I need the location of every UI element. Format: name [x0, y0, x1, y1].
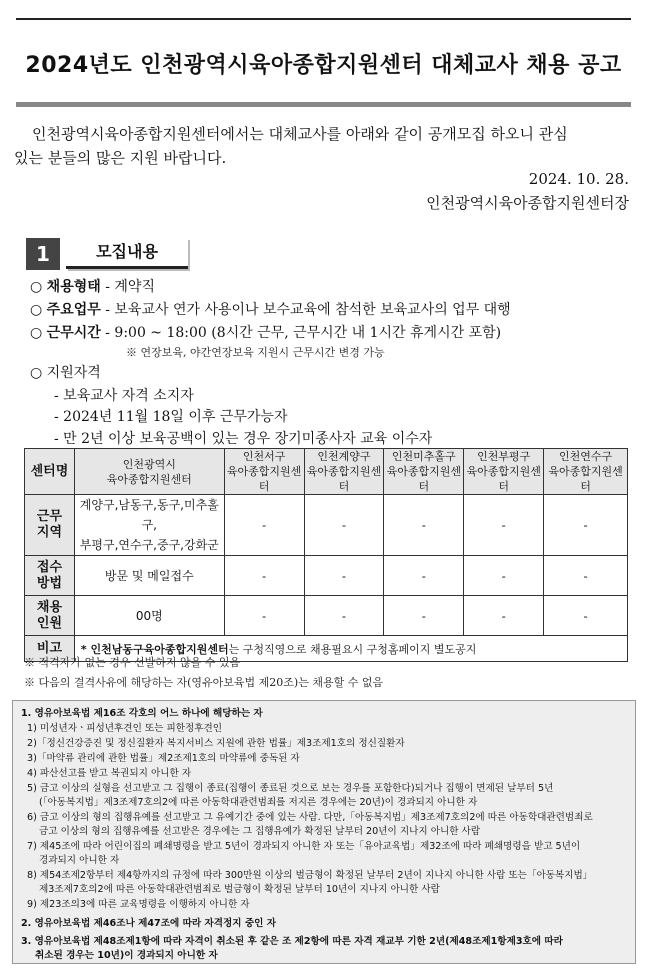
table-cell: - — [224, 495, 304, 556]
table-cell: - — [224, 596, 304, 636]
remark-bold: * 인천남동구육아종합지원센터 — [80, 642, 229, 656]
center-name: 육아종합지원센터 — [466, 465, 541, 493]
item-text: - 계약직 — [100, 279, 155, 295]
center-name: 육아종합지원센터 — [306, 465, 382, 493]
center-name: 인천계양구 — [317, 450, 371, 463]
table-cell: - — [384, 556, 464, 596]
qualification-3: - 만 2년 이상 보육공백이 있는 경우 장기미종사자 교육 이수자 — [54, 431, 433, 447]
item-label: 주요업무 — [46, 302, 101, 318]
item-main-duty — [30, 299, 511, 319]
item-label: 근무시간 — [46, 325, 101, 341]
table-cell: - — [304, 596, 384, 636]
disqual-heading-3-cont: 취소된 경우는 10년)이 경과되지 아니한 자 — [35, 950, 218, 961]
row-header — [25, 556, 75, 596]
item-text: - 보육교사 연가 사용이나 보수교육에 참석한 보육교사의 업무 대행 — [100, 302, 511, 318]
bullet: ○ — [30, 279, 43, 295]
row-header-text: 인원 — [36, 615, 63, 631]
disqual-item: 3)「마약류 관리에 관한 법률」제2조제1호의 마약류에 중독된 자 — [27, 753, 300, 764]
disqual-heading-3: 3. 영유아보육법 제48조제1항에 따라 자격이 취소된 후 같은 조 제2항에 따른 자격 재교부 기한 2년(제48조제1항제3호에 따라 — [21, 936, 563, 947]
center-header — [464, 449, 544, 495]
cell-text: 계양구,남동구,동구,미추홀구, — [79, 498, 219, 532]
disqual-item-cont: 경과되지 아니한 자 — [39, 855, 120, 866]
table-cell: - — [384, 495, 464, 556]
table-row — [25, 556, 628, 596]
intro-paragraph — [14, 122, 632, 170]
disqual-item-cont: 제3조제7호의2에 따른 아동학대관련범죄로 벌금형이 확정된 날부터 10년이 지나지 아니한 사람 — [39, 884, 440, 895]
table-cell: 00명 — [74, 596, 224, 636]
item-text: - 9:00 ~ 18:00 (8시간 근무, 근무시간 내 1시간 휴게시간 포함) — [100, 325, 502, 341]
disqualification-box — [12, 700, 636, 964]
table-header-row — [25, 449, 628, 495]
table-cell: - — [304, 556, 384, 596]
item-label: 채용형태 — [46, 279, 101, 295]
center-header — [224, 449, 304, 495]
corner-cell: 센터명 — [25, 449, 75, 495]
center-name: 육아종합지원센터 — [106, 472, 192, 486]
center-name: 육아종합지원센터 — [226, 465, 302, 493]
row-header-text: 채용 — [36, 599, 63, 615]
notice-date: 2024. 10. 28. — [528, 170, 629, 188]
table-cell: - — [384, 596, 464, 636]
table-cell: - — [464, 556, 544, 596]
center-header — [384, 449, 464, 495]
qualification-2: - 2024년 11월 18일 이후 근무가능자 — [54, 409, 288, 425]
title-top-rule — [16, 18, 631, 20]
recruitment-table — [24, 448, 628, 662]
center-name: 육아종합지원센터 — [548, 465, 623, 493]
intro-line-1: 인천광역시육아종합지원센터에서는 대체교사를 아래와 같이 공개모집 하오니 관심 — [32, 125, 568, 143]
table-cell: 방문 및 메일접수 — [74, 556, 224, 596]
row-header — [25, 495, 75, 556]
table-cell: - — [304, 495, 384, 556]
disqual-item: 2)「정신건강증진 및 정신질환자 복지서비스 지원에 관한 법률」제3조제1호의 정신질환자 — [27, 738, 405, 749]
disqual-item: 6) 금고 이상의 형의 집행유예를 선고받고 그 유예기간 중에 있는 사람. 다만,「아동복지법」제3조제7호의2에 따른 아동학대관련범죄로 — [27, 812, 593, 823]
remark-label: 비고 — [25, 636, 75, 662]
bullet: ○ — [30, 325, 43, 341]
title-bottom-rule — [16, 102, 631, 107]
row-header — [25, 596, 75, 636]
table-cell: - — [544, 596, 628, 636]
center-name: 인천연수구 — [558, 450, 613, 463]
remark-text: 는 구청직영으로 채용필요시 구청홈페이지 별도공지 — [228, 642, 477, 656]
section-number: 1 — [26, 238, 60, 270]
cell-text: 부평구,연수구,중구,강화군 — [79, 538, 219, 552]
disqual-item-cont: 금고 이상의 형의 집행유예를 선고받은 경우에는 그 집행유예가 확정된 날부터 20년이 지나지 아니한 사람 — [39, 826, 481, 837]
work-hours-note: ※ 연장보육, 야간연장보육 지원시 근무시간 변경 가능 — [126, 346, 385, 359]
table-row — [25, 596, 628, 636]
title-banner — [16, 18, 631, 106]
disqual-item: 8) 제54조제2항부터 제4항까지의 규정에 따라 300만원 이상의 벌금형이 확정된 날부터 2년이 지나지 아니한 사람 또는「아동복지법」 — [27, 870, 593, 881]
section-title: 모집내용 — [66, 238, 188, 269]
disqual-item: 9) 제23조의3에 따른 교육명령을 이행하지 아니한 자 — [27, 899, 250, 910]
row-header-text: 근무 — [36, 509, 63, 524]
center-name: 인천광역시 — [122, 457, 176, 471]
table-cell: - — [544, 495, 628, 556]
disqual-heading-1: 1. 영유아보육법 제16조 각호의 어느 하나에 해당하는 자 — [21, 708, 263, 719]
bullet: ○ — [30, 302, 43, 318]
center-header — [74, 449, 224, 495]
center-name: 인천서구 — [242, 450, 286, 463]
issuer: 인천광역시육아종합지원센터장 — [426, 194, 629, 212]
disqual-item: 4) 파산선고를 받고 복권되지 아니한 자 — [27, 768, 192, 779]
qualification-heading: ○ 지원자격 — [30, 365, 101, 381]
row-header-text: 방법 — [36, 575, 63, 591]
disqual-heading-2: 2. 영유아보육법 제46조나 제47조에 따라 자격정지 중인 자 — [21, 918, 277, 929]
table-row — [25, 495, 628, 556]
note-1: ※ 적격자가 없는 경우 선발하지 않을 수 있음 — [24, 656, 241, 669]
disqual-item: 5) 금고 이상의 실형을 선고받고 그 집행이 종료(집행이 종료된 것으로 보는 경우를 포함한다)되거나 집행이 면제된 날부터 5년 — [27, 783, 554, 794]
table-cell: - — [224, 556, 304, 596]
qualification-1: - 보육교사 자격 소지자 — [54, 388, 194, 404]
table-cell — [74, 495, 224, 556]
table-cell: - — [464, 596, 544, 636]
item-employment-type — [30, 276, 155, 296]
center-header — [544, 449, 628, 495]
center-name: 육아종합지원센터 — [386, 465, 461, 493]
center-name: 인천미추홀구 — [391, 450, 456, 463]
page-title: 2024년도 인천광역시육아종합지원센터 대체교사 채용 공고 — [25, 53, 622, 78]
disqual-item: 7) 제45조에 따라 어린이집의 폐쇄명령을 받고 5년이 경과되지 아니한 자 또는「유아교육법」제32조에 따라 폐쇄명령을 받고 5년이 — [27, 841, 581, 852]
table-cell: - — [464, 495, 544, 556]
intro-line-2: 있는 분들의 많은 지원 바랍니다. — [14, 149, 227, 167]
disqual-item-cont: (「아동복지법」제3조제7호의2에 따른 아동학대관련범죄를 저지른 경우에는 20년)이 경과되지 아니한 자 — [39, 797, 478, 808]
center-header — [304, 449, 384, 495]
note-2: ※ 다음의 결격사유에 해당하는 자(영유아보육법 제20조)는 채용할 수 없음 — [24, 676, 384, 689]
center-name: 인천부평구 — [477, 450, 531, 463]
disqual-item: 1) 미성년자ㆍ피성년후견인 또는 피한정후견인 — [27, 723, 223, 734]
row-header-text: 지역 — [36, 525, 63, 540]
item-work-hours — [30, 322, 501, 342]
table-cell: - — [544, 556, 628, 596]
row-header-text: 접수 — [36, 559, 63, 575]
